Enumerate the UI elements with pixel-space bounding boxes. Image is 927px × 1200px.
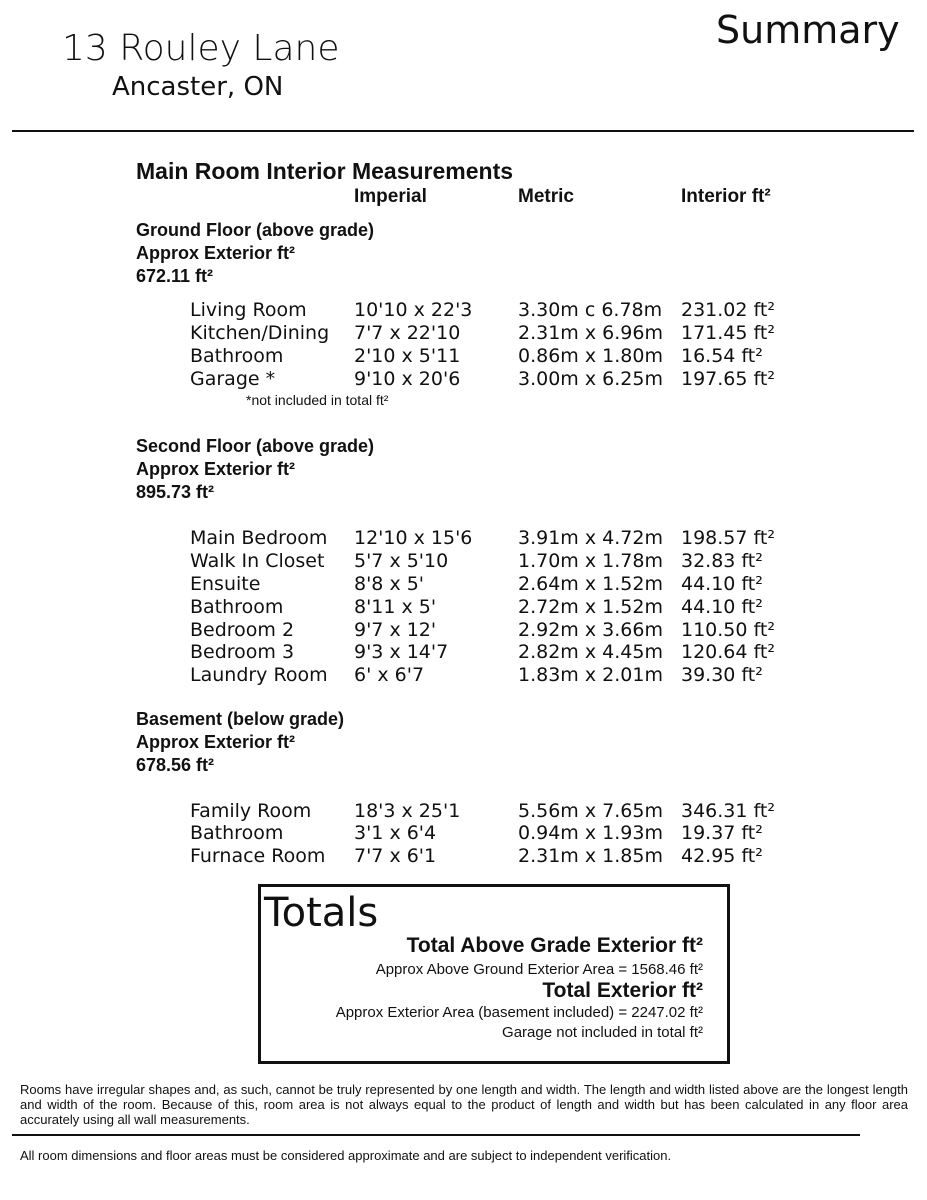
room-imperial: 9'10 x 20'6	[354, 368, 461, 390]
room-imperial: 3'1 x 6'4	[354, 822, 437, 844]
room-name: Bedroom 3	[190, 641, 295, 663]
room-name: Walk In Closet	[190, 550, 325, 572]
ground-floor-exterior-value: 672.11 ft²	[136, 266, 214, 286]
total-exterior-heading: Total Exterior ft²	[542, 979, 703, 1002]
room-metric: 3.91m x 4.72m	[518, 527, 663, 549]
basement-exterior-value: 678.56 ft²	[136, 755, 215, 775]
room-row	[0, 845, 927, 868]
room-imperial: 7'7 x 22'10	[354, 322, 461, 344]
garage-note: Garage not included in total ft²	[502, 1024, 703, 1041]
room-metric: 5.56m x 7.65m	[518, 800, 663, 822]
room-imperial: 12'10 x 15'6	[354, 527, 473, 549]
basement-name: Basement (below grade)	[136, 709, 345, 729]
room-row	[0, 299, 927, 322]
room-row	[0, 641, 927, 664]
room-row	[0, 550, 927, 573]
room-row	[0, 822, 927, 845]
room-metric: 3.30m c 6.78m	[518, 299, 663, 321]
room-imperial: 10'10 x 22'3	[354, 299, 473, 321]
room-interior: 44.10 ft²	[681, 573, 763, 595]
room-metric: 2.64m x 1.52m	[518, 573, 663, 595]
second-floor-exterior-value: 895.73 ft²	[136, 482, 215, 502]
room-interior: 32.83 ft²	[681, 550, 763, 572]
room-interior: 197.65 ft²	[681, 368, 775, 390]
room-metric: 0.94m x 1.93m	[518, 822, 663, 844]
room-interior: 16.54 ft²	[681, 345, 763, 367]
room-name: Kitchen/Dining	[190, 322, 330, 344]
disclaimer: Rooms have irregular shapes and, as such, cannot be truly represented by one length and width. The length and width listed above are the longest length and width of the room. Because of this, room area is not always equal to the product of length and width but has been calculated in any floor area accurately using all wall measurements.	[20, 1082, 908, 1127]
room-interior: 42.95 ft²	[681, 845, 763, 867]
bottom-divider	[12, 1134, 860, 1136]
page-label: Summary	[716, 8, 900, 52]
room-imperial: 6' x 6'7	[354, 664, 425, 686]
measurements-title: Main Room Interior Measurements	[136, 158, 514, 184]
room-name: Laundry Room	[190, 664, 328, 686]
room-interior: 231.02 ft²	[681, 299, 775, 321]
room-metric: 1.83m x 2.01m	[518, 664, 663, 686]
room-row	[0, 596, 927, 619]
address-line-1: 13 Rouley Lane	[62, 28, 340, 69]
room-row	[0, 664, 927, 687]
second-floor-exterior-label: Approx Exterior ft²	[136, 459, 296, 479]
room-row	[0, 345, 927, 368]
top-divider	[12, 130, 914, 132]
room-imperial: 9'3 x 14'7	[354, 641, 449, 663]
room-row	[0, 368, 927, 391]
room-metric: 1.70m x 1.78m	[518, 550, 663, 572]
column-header-metric: Metric	[518, 186, 574, 207]
room-name: Bedroom 2	[190, 619, 295, 641]
address-line-2: Ancaster, ON	[112, 72, 284, 102]
basement-heading	[136, 708, 344, 777]
room-metric: 2.31m x 1.85m	[518, 845, 663, 867]
room-name: Furnace Room	[190, 845, 326, 867]
room-metric: 2.92m x 3.66m	[518, 619, 663, 641]
basement-exterior-label: Approx Exterior ft²	[136, 732, 296, 752]
total-exterior-line: Approx Exterior Area (basement included) = 2247.02 ft²	[335, 1004, 703, 1021]
room-imperial: 8'8 x 5'	[354, 573, 425, 595]
garage-footnote: *not included in total ft²	[246, 392, 389, 408]
room-metric: 3.00m x 6.25m	[518, 368, 663, 390]
room-name: Bathroom	[190, 596, 284, 618]
ground-floor-name: Ground Floor (above grade)	[136, 220, 375, 240]
room-row	[0, 322, 927, 345]
totals-title: Totals	[264, 890, 379, 936]
room-name: Family Room	[190, 800, 312, 822]
room-interior: 110.50 ft²	[681, 619, 775, 641]
room-interior: 198.57 ft²	[681, 527, 775, 549]
room-interior: 346.31 ft²	[681, 800, 775, 822]
room-interior: 120.64 ft²	[681, 641, 775, 663]
room-metric: 2.72m x 1.52m	[518, 596, 663, 618]
room-imperial: 9'7 x 12'	[354, 619, 437, 641]
room-imperial: 5'7 x 5'10	[354, 550, 449, 572]
room-name: Ensuite	[190, 573, 261, 595]
room-interior: 19.37 ft²	[681, 822, 763, 844]
room-metric: 2.82m x 4.45m	[518, 641, 663, 663]
room-row	[0, 573, 927, 596]
above-grade-heading: Total Above Grade Exterior ft²	[406, 934, 703, 957]
second-floor-heading	[136, 435, 374, 504]
room-name: Main Bedroom	[190, 527, 328, 549]
room-name: Bathroom	[190, 345, 284, 367]
ground-floor-heading	[136, 219, 374, 288]
above-grade-total: Approx Above Ground Exterior Area = 1568.46 ft²	[375, 961, 703, 978]
room-interior: 44.10 ft²	[681, 596, 763, 618]
room-name: Living Room	[190, 299, 307, 321]
ground-floor-exterior-label: Approx Exterior ft²	[136, 243, 296, 263]
room-imperial: 2'10 x 5'11	[354, 345, 461, 367]
room-imperial: 8'11 x 5'	[354, 596, 437, 618]
room-row	[0, 619, 927, 642]
room-interior: 39.30 ft²	[681, 664, 763, 686]
column-header-imperial: Imperial	[354, 186, 427, 207]
footer-note: All room dimensions and floor areas must be considered approximate and are subject to independent verification.	[20, 1148, 672, 1163]
room-interior: 171.45 ft²	[681, 322, 775, 344]
room-name: Garage *	[190, 368, 276, 390]
room-row	[0, 527, 927, 550]
room-row	[0, 800, 927, 823]
room-imperial: 7'7 x 6'1	[354, 845, 437, 867]
room-metric: 2.31m x 6.96m	[518, 322, 663, 344]
room-metric: 0.86m x 1.80m	[518, 345, 663, 367]
room-imperial: 18'3 x 25'1	[354, 800, 461, 822]
second-floor-name: Second Floor (above grade)	[136, 436, 375, 456]
room-name: Bathroom	[190, 822, 284, 844]
column-header-interior: Interior ft²	[681, 186, 771, 207]
